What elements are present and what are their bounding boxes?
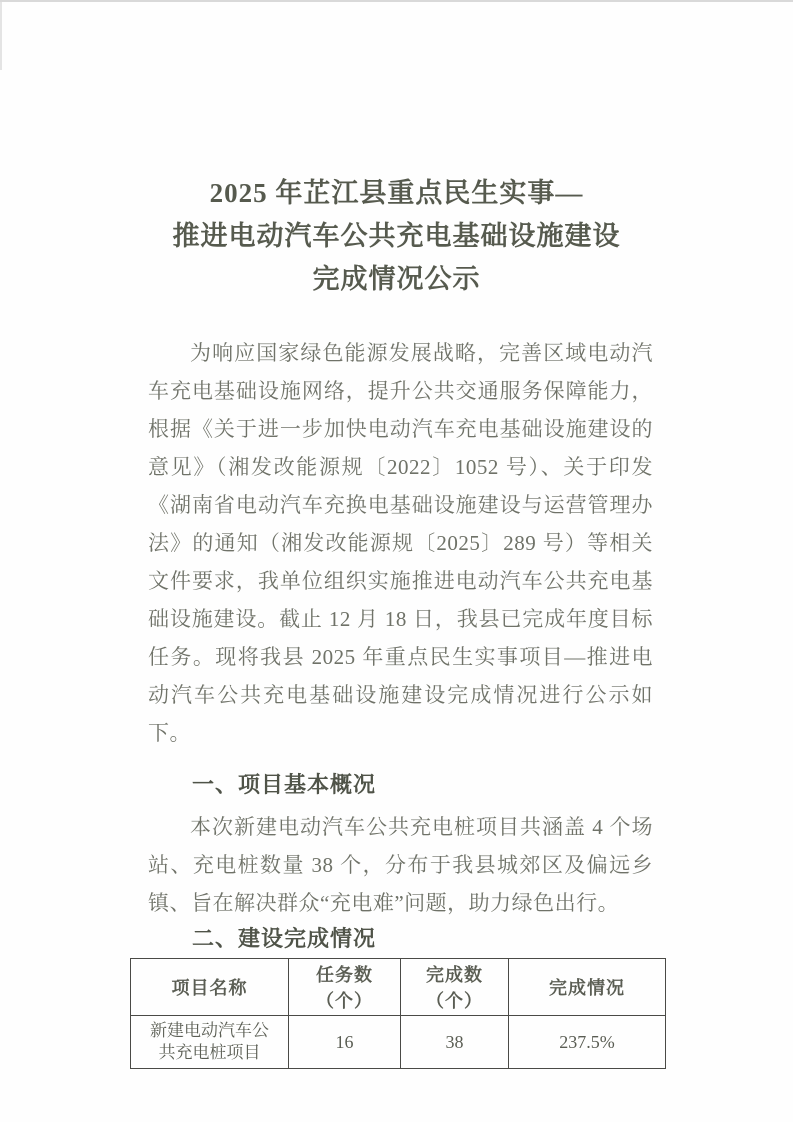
scan-artifact-top-edge [0,0,793,2]
document-title-line-2: 推进电动汽车公共充电基础设施建设 [172,221,621,251]
table-header-completion-status: 完成情况 [509,959,666,1016]
table-header-row [131,959,666,1016]
cell-project-name: 新建电动汽车公共充电桩项目 [131,1016,289,1069]
section-2-heading: 二、建设完成情况 [192,926,377,951]
document-title-line-1: 2025 年芷江县重点民生实事— [209,178,584,208]
table-row [131,1016,666,1069]
scan-artifact-left-edge [0,0,2,70]
intro-paragraph: 为响应国家绿色能源发展战略，完善区域电动汽车充电基础设施网络，提升公共交通服务保障能力，根据《关于进一步加快电动汽车充电基础设施建设的意见》（湘发改能源规〔2022〕1052 号）、关于印发《湖南省电动汽车充换电基础设施建设与运营管理办法》的通知（湘发改能源规〔2025〕289 号）等相关文件要求，我单位组织实施推进电动汽车公共充电基础设施建设。截止 12 月 18 日，我县已完成年度目标任务。现将我县 2025 年重点民生实事项目—推进电动汽车公共充电基础设施建设完成情况进行公示如下。 [148,341,653,745]
cell-completion-status: 237.5% [509,1016,666,1069]
document-title-line-3: 完成情况公示 [312,264,481,294]
cell-completed-count: 38 [401,1016,509,1069]
cell-task-count: 16 [289,1016,401,1069]
document-body [148,334,653,1069]
section-1-heading: 一、项目基本概况 [192,772,377,797]
section-1-paragraph: 本次新建电动汽车公共充电桩项目共涵盖 4 个场站、充电桩数量 38 个，分布于我县城郊区及偏远乡镇、旨在解决群众“充电难”问题，助力绿色出行。 [148,815,653,915]
table-header-task-count: 任务数（个） [289,959,401,1016]
table-header-project-name: 项目名称 [131,959,289,1016]
completion-status-table [130,958,666,1069]
table-header-completed-count: 完成数（个） [401,959,509,1016]
document-title [0,172,793,301]
